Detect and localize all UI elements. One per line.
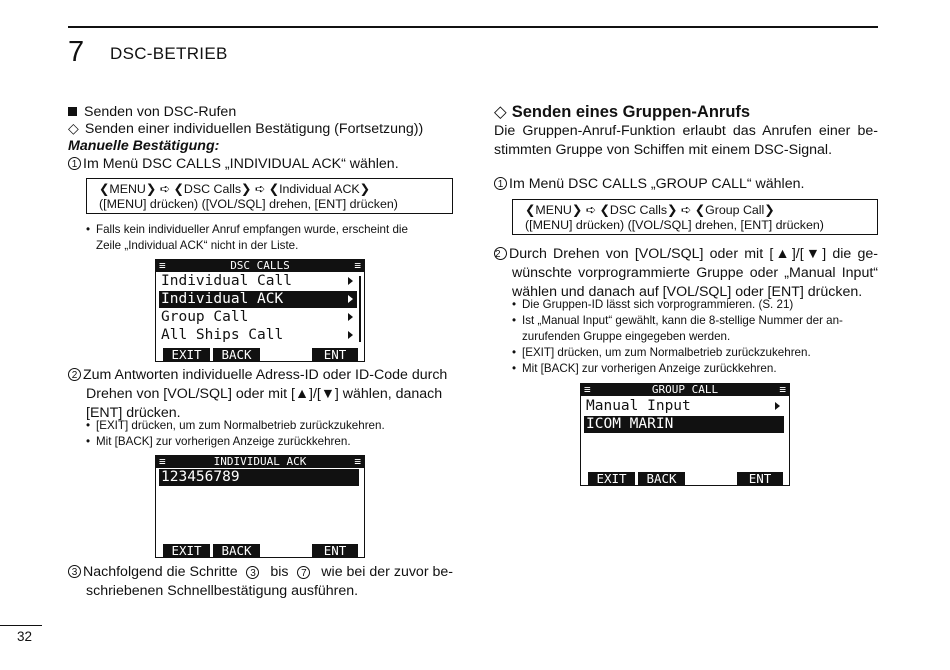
- chevron-right-icon: [348, 313, 353, 321]
- subsection-title: ◇ Senden einer individuellen Bestätigung (Fortsetzung)): [68, 121, 424, 137]
- step-number-circle: 3: [68, 565, 81, 578]
- right-menu-path-box: [512, 199, 878, 235]
- right-step-2-notes: • Die Gruppen-ID lässt sich vorprogrammieren. (S. 21) • Ist „Manual Input“ gewählt, kann die 8-stellige Nummer der an- zurufenden Gruppe eingegeben werden. • [EXIT] drücken, um zum Normalbetrieb zurückzukehren. • Mit [BACK] zur vorherigen Anzeige zurückkehren.: [512, 298, 843, 375]
- left-step-1: 1 Im Menü DSC CALLS „INDIVIDUAL ACK“ wählen.: [68, 155, 399, 174]
- lcd-item-icom-marin[interactable]: ICOM MARIN: [584, 416, 784, 433]
- menu-path-row: ❮MENU❯ ➪ ❮DSC Calls❯ ➪ ❮Group Call❯: [525, 203, 775, 217]
- step-number-circle: 1: [494, 177, 507, 190]
- bullet-icon: •: [512, 314, 517, 327]
- lcd-item-manual-input[interactable]: Manual Input: [584, 398, 784, 415]
- manual-heading: Manuelle Bestätigung:: [68, 138, 220, 154]
- bullet-icon: •: [512, 362, 517, 375]
- section-title: Senden von DSC-Rufen: [68, 103, 236, 122]
- menu-icon: ≡: [354, 259, 361, 272]
- left-menu-path-box: [86, 178, 453, 214]
- step-number-circle: 2: [494, 247, 507, 260]
- lcd-individual-ack: [155, 455, 365, 558]
- bullet-icon: •: [86, 435, 91, 448]
- diamond-icon: ◇: [68, 121, 79, 137]
- square-bullet-icon: [68, 107, 77, 116]
- chevron-right-icon: [775, 402, 780, 410]
- menu-icon: ≡: [584, 383, 591, 396]
- left-note-1: • Falls kein individueller Anruf empfangen wurde, erscheint die Zeile „Individual ACK“ nicht in der Liste.: [86, 223, 408, 252]
- softkey-exit[interactable]: EXIT: [163, 544, 210, 557]
- lcd-title-bar: ≡ INDIVIDUAL ACK ≡: [156, 456, 364, 468]
- softkey-back[interactable]: BACK: [213, 348, 260, 361]
- menu-path-row: ❮MENU❯ ➪ ❮DSC Calls❯ ➪ ❮Individual ACK❯: [99, 182, 371, 196]
- chapter-number: 7: [68, 36, 85, 68]
- left-step-2: 2 Zum Antworten individuelle Adress-ID oder ID-Code durch Drehen von [VOL/SQL] oder mit [▲]/[▼] wählen, danach [ENT] drücken.: [68, 366, 453, 423]
- right-heading: ◇ Senden eines Gruppen-Anrufs: [494, 103, 751, 121]
- menu-icon: ≡: [354, 455, 361, 468]
- bullet-icon: •: [86, 223, 91, 236]
- softkey-back[interactable]: BACK: [638, 472, 685, 485]
- lcd-item-all-ships-call[interactable]: All Ships Call: [159, 327, 357, 344]
- lcd-item-group-call[interactable]: Group Call: [159, 309, 357, 326]
- page-number: 32: [17, 629, 33, 644]
- lcd-group-call: [580, 383, 790, 486]
- menu-path-hint-row: ([MENU] drücken) ([VOL/SQL] drehen, [ENT] drücken): [99, 197, 398, 211]
- step-number-circle: 3: [246, 566, 259, 579]
- chapter-title: DSC-BETRIEB: [110, 44, 228, 63]
- bullet-icon: •: [512, 346, 517, 359]
- right-step-2: 2 Durch Drehen von [VOL/SQL] oder mit [▲]/[▼] die ge- wünschte vorprogrammierte Gruppe oder „Manual Input“ wählen und danach auf [VOL/SQL] oder [ENT] drücken.: [495, 246, 878, 300]
- bullet-icon: •: [512, 298, 517, 311]
- lcd-title-bar: ≡ DSC CALLS ≡: [156, 260, 364, 272]
- bullet-icon: •: [86, 419, 91, 432]
- menu-icon: ≡: [159, 259, 166, 272]
- chevron-right-icon: [348, 295, 353, 303]
- step-number-circle: 2: [68, 368, 81, 381]
- lcd-item-address-id[interactable]: 123456789: [159, 469, 359, 486]
- menu-icon: ≡: [779, 383, 786, 396]
- chevron-right-icon: [348, 331, 353, 339]
- left-step-2-notes: • [EXIT] drücken, um zum Normalbetrieb zurückzukehren. • Mit [BACK] zur vorherigen Anzeige zurückkehren.: [86, 419, 385, 448]
- page-number-rule: [0, 625, 42, 626]
- step-number-circle: 7: [297, 566, 310, 579]
- menu-icon: ≡: [159, 455, 166, 468]
- softkey-back[interactable]: BACK: [213, 544, 260, 557]
- softkey-exit[interactable]: EXIT: [163, 348, 210, 361]
- lcd-dsc-calls: [155, 259, 365, 362]
- step-number-circle: 1: [68, 157, 81, 170]
- softkey-ent[interactable]: ENT: [312, 544, 358, 557]
- diamond-icon: ◇: [494, 103, 507, 121]
- header-rule: [68, 26, 878, 28]
- right-step-1: 1 Im Menü DSC CALLS „GROUP CALL“ wählen.: [494, 175, 804, 194]
- right-intro: Die Gruppen-Anruf-Funktion erlaubt das Anrufen einer be- stimmten Gruppe von Schiffen mit einem DSC-Signal.: [494, 123, 878, 158]
- softkey-exit[interactable]: EXIT: [588, 472, 635, 485]
- lcd-item-individual-call[interactable]: Individual Call: [159, 273, 357, 290]
- softkey-ent[interactable]: ENT: [312, 348, 358, 361]
- softkey-ent[interactable]: ENT: [737, 472, 783, 485]
- menu-path-hint-row: ([MENU] drücken) ([VOL/SQL] drehen, [ENT] drücken): [525, 218, 824, 232]
- lcd-scrollbar: [359, 276, 361, 342]
- chevron-right-icon: [348, 277, 353, 285]
- left-step-3: 3 Nachfolgend die Schritte 3 bis 7 wie bei der zuvor be- schriebenen Schnellbestätigung ausführen.: [68, 563, 453, 601]
- lcd-item-individual-ack[interactable]: Individual ACK: [159, 291, 357, 308]
- lcd-title-bar: ≡ GROUP CALL ≡: [581, 384, 789, 396]
